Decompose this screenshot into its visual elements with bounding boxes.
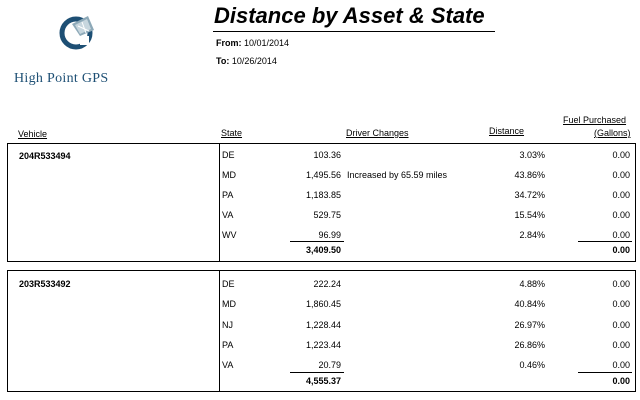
company-name: High Point GPS xyxy=(14,71,109,86)
distance-cell: 1,495.56 xyxy=(305,170,341,180)
column-divider xyxy=(219,144,220,261)
state-cell: WV xyxy=(222,230,237,240)
state-cell: VA xyxy=(222,210,234,220)
percent-cell: 2.84% xyxy=(519,230,545,240)
vehicle-group xyxy=(7,143,636,262)
date-from-value: 10/01/2014 xyxy=(244,38,290,48)
state-cell: NJ xyxy=(222,320,233,330)
total-fuel: 0.00 xyxy=(612,376,630,386)
distance-cell: 20.79 xyxy=(318,360,341,370)
vehicle-id: 203R533492 xyxy=(19,279,71,289)
total-distance: 4,555.37 xyxy=(305,376,341,386)
column-divider xyxy=(219,271,220,391)
percent-cell: 0.46% xyxy=(519,360,545,370)
distance-cell: 1,228.44 xyxy=(305,320,341,330)
percent-cell: 26.97% xyxy=(514,320,545,330)
distance-cell: 1,860.45 xyxy=(305,299,341,309)
percent-cell: 34.72% xyxy=(514,190,545,200)
total-rule xyxy=(578,372,632,373)
column-header-distance: Distance xyxy=(489,126,525,136)
date-to-value: 10/26/2014 xyxy=(231,56,277,66)
vehicle-group xyxy=(7,270,636,392)
total-rule xyxy=(290,372,344,373)
distance-cell: 96.99 xyxy=(318,230,341,240)
percent-cell: 15.54% xyxy=(514,210,545,220)
total-distance: 3,409.50 xyxy=(305,245,341,255)
fuel-cell: 0.00 xyxy=(612,340,630,350)
percent-cell: 43.86% xyxy=(514,170,545,180)
state-cell: MD xyxy=(222,170,236,180)
driver-change-cell: Increased by 65.59 miles xyxy=(347,170,448,180)
state-cell: DE xyxy=(222,279,235,289)
distance-cell: 222.24 xyxy=(313,279,341,289)
state-cell: VA xyxy=(222,360,234,370)
date-to xyxy=(216,56,277,66)
state-cell: PA xyxy=(222,340,234,350)
percent-cell: 40.84% xyxy=(514,299,545,309)
state-cell: DE xyxy=(222,150,235,160)
total-rule xyxy=(578,241,632,242)
company-logo-icon xyxy=(58,10,98,54)
fuel-cell: 0.00 xyxy=(612,210,630,220)
total-fuel: 0.00 xyxy=(612,245,630,255)
distance-cell: 1,183.85 xyxy=(305,190,341,200)
date-to-label: To: xyxy=(216,56,230,66)
state-cell: PA xyxy=(222,190,234,200)
vehicle-id: 204R533494 xyxy=(19,151,71,161)
percent-cell: 3.03% xyxy=(519,150,545,160)
fuel-cell: 0.00 xyxy=(612,360,630,370)
fuel-cell: 0.00 xyxy=(612,150,630,160)
distance-cell: 103.36 xyxy=(313,150,341,160)
column-header-fuel-line1: Fuel Purchased xyxy=(563,115,627,125)
state-cell: MD xyxy=(222,299,236,309)
date-from xyxy=(216,38,289,48)
percent-cell: 4.88% xyxy=(519,279,545,289)
report-title: Distance by Asset & State xyxy=(214,3,485,28)
fuel-cell: 0.00 xyxy=(612,230,630,240)
column-header-driver-changes: Driver Changes xyxy=(346,128,409,138)
title-underline xyxy=(213,31,495,32)
distance-cell: 529.75 xyxy=(313,210,341,220)
fuel-cell: 0.00 xyxy=(612,320,630,330)
fuel-cell: 0.00 xyxy=(612,299,630,309)
column-header-state: State xyxy=(221,128,243,138)
column-header-fuel-line2: (Gallons) xyxy=(594,128,631,138)
fuel-cell: 0.00 xyxy=(612,170,630,180)
percent-cell: 26.86% xyxy=(514,340,545,350)
distance-cell: 1,223.44 xyxy=(305,340,341,350)
total-rule xyxy=(290,241,344,242)
fuel-cell: 0.00 xyxy=(612,190,630,200)
date-from-label: From: xyxy=(216,38,242,48)
column-header-vehicle: Vehicle xyxy=(18,129,48,139)
fuel-cell: 0.00 xyxy=(612,279,630,289)
